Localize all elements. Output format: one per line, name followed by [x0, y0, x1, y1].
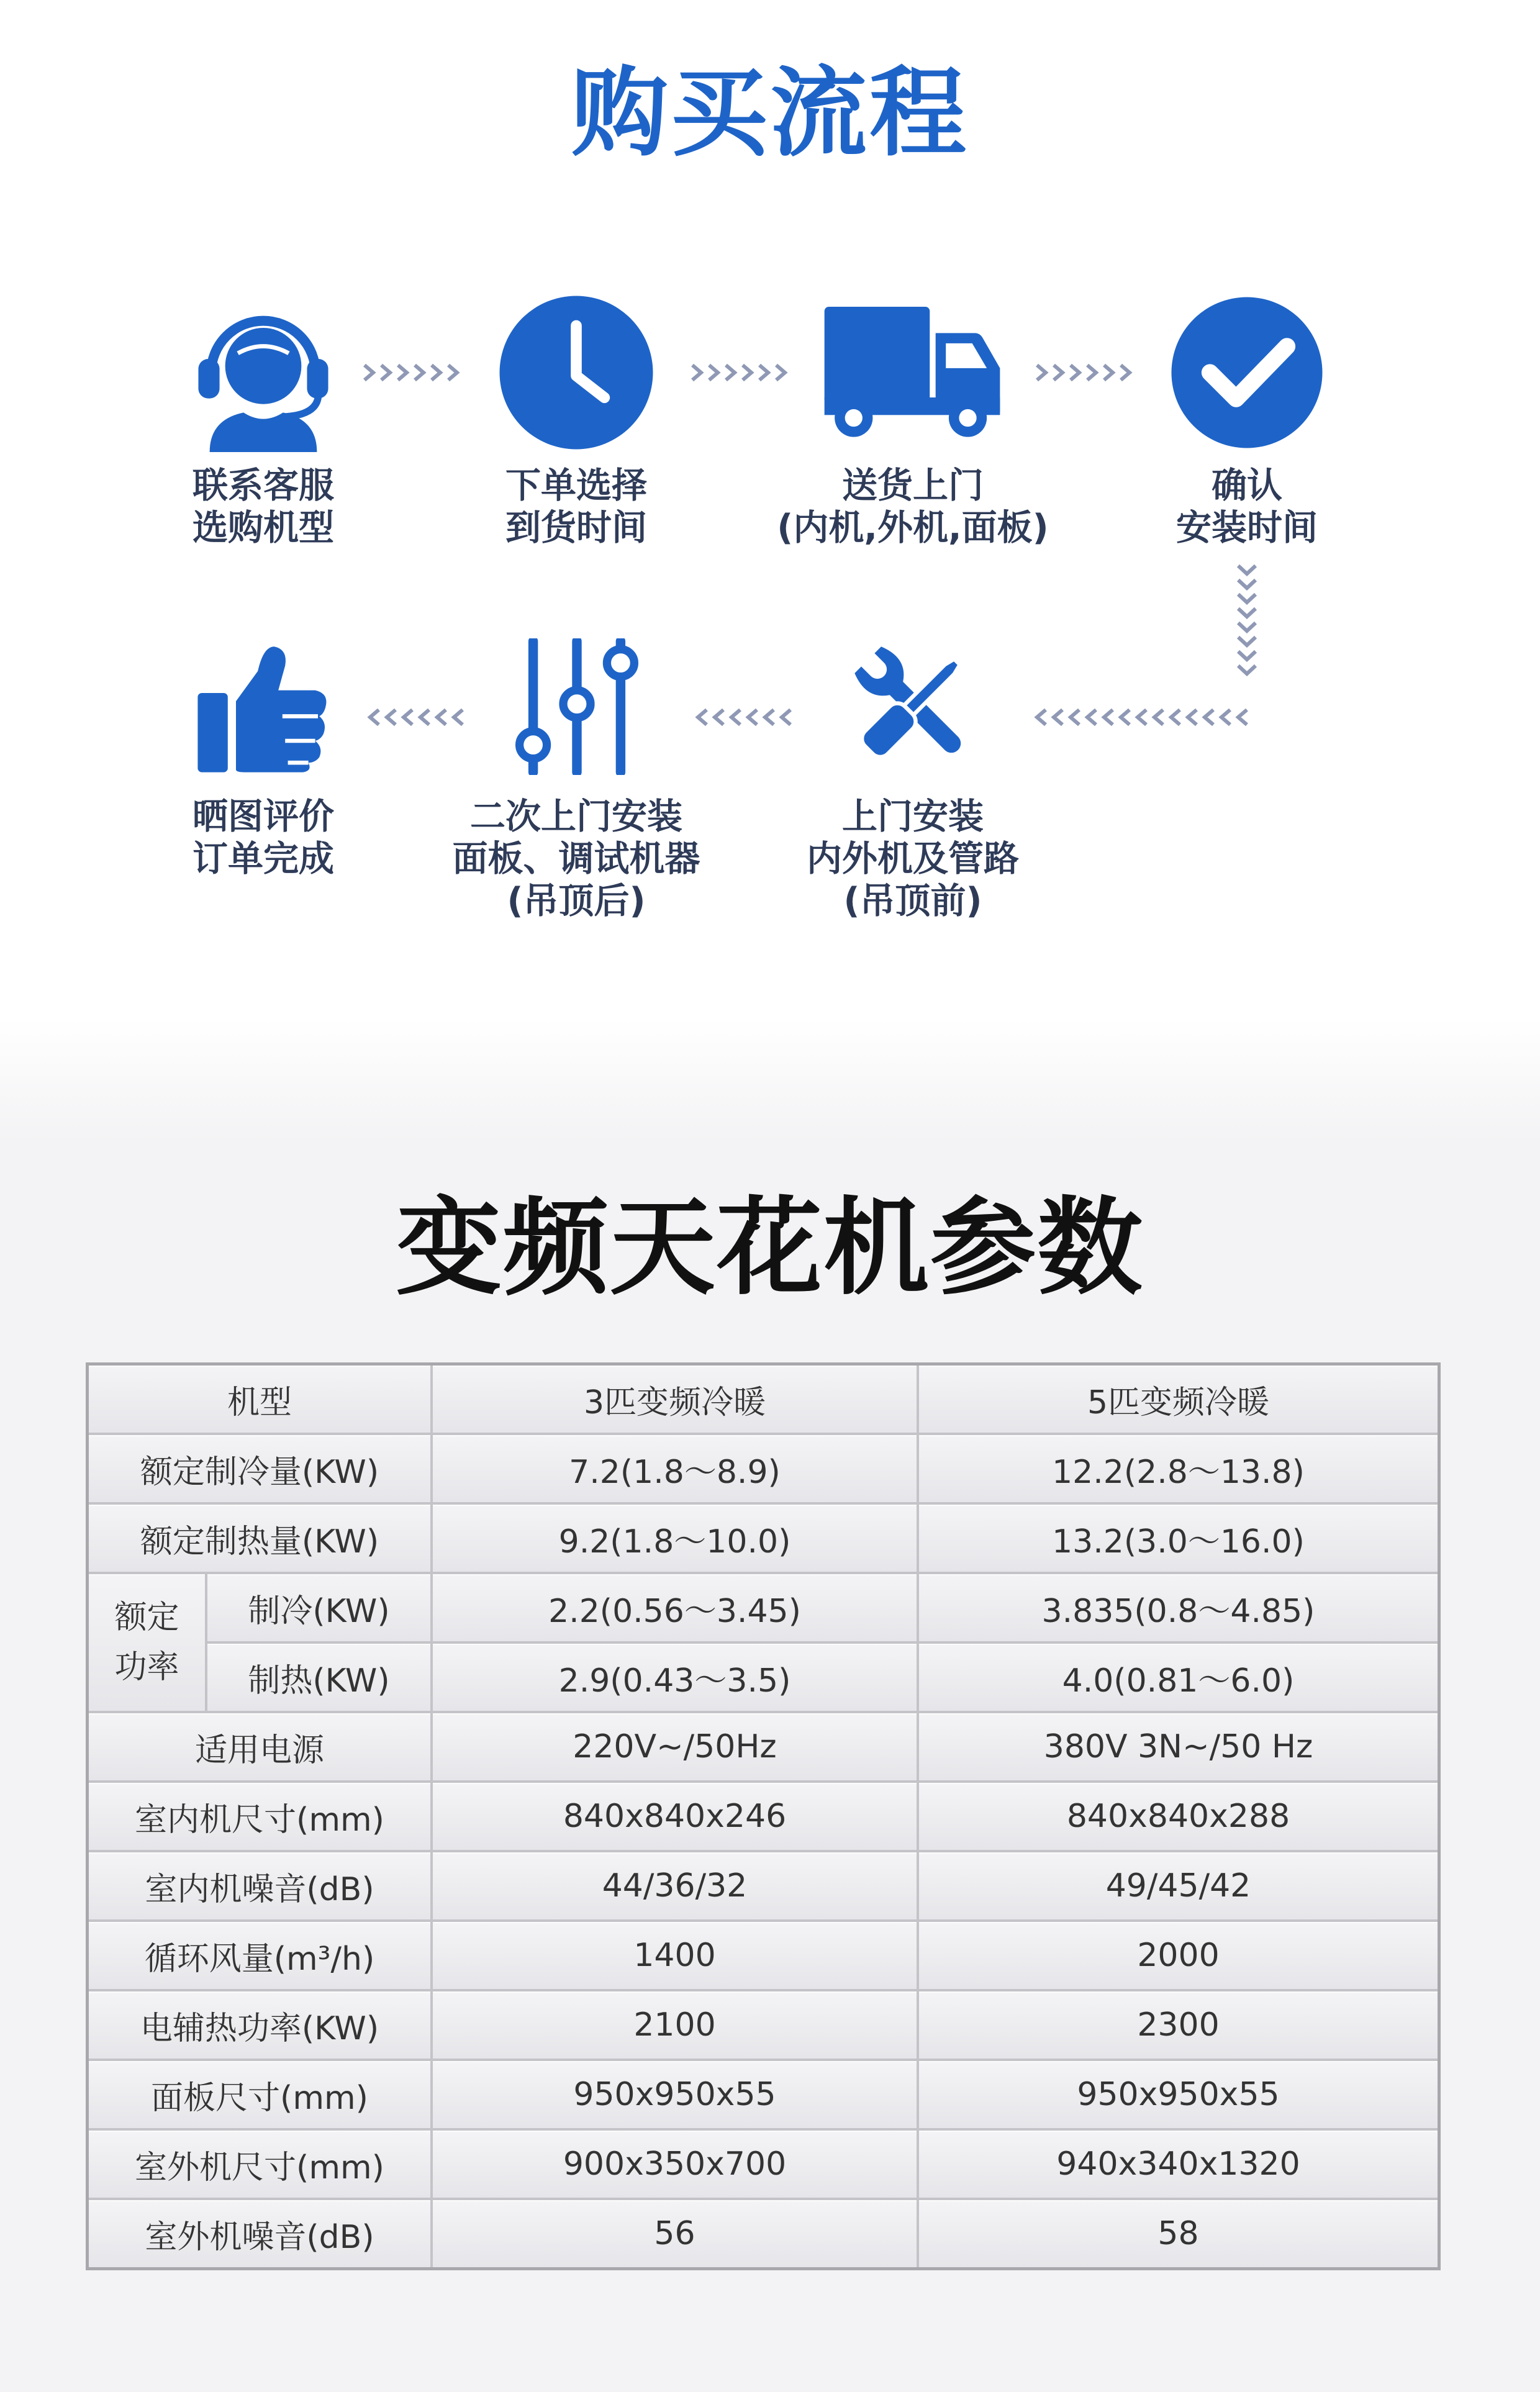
table-row-label: 电辅热功率(KW) [89, 1991, 430, 2059]
table-cell: 950x950x55 [919, 2061, 1438, 2128]
table-cell: 13.2(3.0～16.0) [919, 1505, 1438, 1572]
table-row-label: 额定制热量(KW) [89, 1505, 430, 1572]
chevron-arrow-right-icon [361, 362, 466, 383]
step-label-line: 晒图评价 [192, 796, 334, 837]
table-cell: 2300 [919, 1991, 1438, 2059]
table-header-cell: 3匹变频冷暖 [433, 1366, 917, 1433]
headset-person-icon [192, 297, 334, 452]
step-label-confirm-install-time [1048, 464, 1446, 549]
step-label-line: 订单完成 [192, 838, 334, 879]
table-group-label [89, 1574, 205, 1711]
table-cell: 2000 [919, 1922, 1438, 1989]
table-cell: 49/45/42 [919, 1852, 1438, 1919]
table-row-label: 适用电源 [89, 1713, 430, 1780]
step-label-line: (吊顶前) [843, 881, 982, 922]
step-label-line: 上门安装 [842, 796, 984, 837]
table-cell: 9.2(1.8～10.0) [433, 1505, 917, 1572]
table-row-label: 室内机尺寸(mm) [89, 1783, 430, 1850]
chevron-arrow-right-icon [1033, 362, 1139, 383]
wrench-screwdriver-icon [842, 638, 985, 772]
table-cell: 12.2(2.8～13.8) [919, 1435, 1438, 1502]
table-sub-row-label: 制热(KW) [207, 1644, 430, 1711]
chevron-arrow-right-icon [689, 362, 794, 383]
spec-table [86, 1362, 1441, 2270]
table-header-cell: 5匹变频冷暖 [919, 1366, 1438, 1433]
clock-icon [498, 294, 654, 451]
table-header-cell: 机型 [89, 1366, 430, 1433]
table-cell: 2.9(0.43～3.5) [433, 1644, 917, 1711]
step-label-line: 选购机型 [192, 507, 334, 548]
sliders-icon [507, 638, 647, 775]
table-cell: 840x840x288 [919, 1783, 1438, 1850]
step-label-line: 确认 [1212, 465, 1282, 506]
table-cell: 950x950x55 [433, 2061, 917, 2128]
table-cell: 220V~/50Hz [433, 1713, 917, 1780]
table-row-label: 循环风量(m³/h) [89, 1922, 430, 1989]
step-label-line: (吊顶后) [507, 881, 646, 922]
table-cell: 2100 [433, 1991, 917, 2059]
step-label-line: 联系客服 [192, 465, 334, 506]
chevron-arrow-left-icon [361, 707, 466, 728]
step-label-line: 送货上门 [842, 465, 984, 506]
step-label-line: (内机,外机,面板) [777, 507, 1049, 548]
step-label-line: 下单选择 [505, 465, 647, 506]
table-row-label: 室外机噪音(dB) [89, 2200, 430, 2267]
table-cell: 1400 [433, 1922, 917, 1989]
chevron-arrow-left-icon [1033, 707, 1263, 728]
step-label-line: 二次上门安装 [470, 796, 682, 837]
table-cell: 840x840x246 [433, 1783, 917, 1850]
table-cell: 940x340x1320 [919, 2131, 1438, 2198]
thumbs-up-icon [192, 638, 334, 775]
table-cell: 44/36/32 [433, 1852, 917, 1919]
step-label-review-complete [65, 795, 462, 880]
table-cell: 380V 3N~/50 Hz [919, 1713, 1438, 1780]
table-row-label: 室内机噪音(dB) [89, 1852, 430, 1919]
table-cell: 56 [433, 2200, 917, 2267]
table-sub-row-label: 制冷(KW) [207, 1574, 430, 1641]
chevron-arrow-left-icon [689, 707, 794, 728]
step-label-line: 内外机及管路 [807, 838, 1019, 879]
process-title: 购买流程 [571, 57, 969, 170]
table-cell: 4.0(0.81～6.0) [919, 1644, 1438, 1711]
table-row-label: 面板尺寸(mm) [89, 2061, 430, 2128]
table-cell: 7.2(1.8～8.9) [433, 1435, 917, 1502]
table-group-label-text: 额定功率 [114, 1599, 179, 1686]
step-label-line: 面板、调试机器 [452, 838, 700, 879]
table-cell: 900x350x700 [433, 2131, 917, 2198]
checkmark-circle-icon [1170, 296, 1324, 450]
truck-icon [823, 307, 1001, 438]
table-row-label: 室外机尺寸(mm) [89, 2131, 430, 2198]
table-cell: 2.2(0.56～3.45) [433, 1574, 917, 1641]
step-label-line: 安装时间 [1176, 507, 1318, 548]
table-row-label: 额定制冷量(KW) [89, 1435, 430, 1502]
specs-title: 变频天花机参数 [396, 1187, 1144, 1310]
step-label-line: 到货时间 [505, 507, 647, 548]
chevron-arrow-down-icon [1234, 562, 1259, 680]
table-cell: 58 [919, 2200, 1438, 2267]
table-cell: 3.835(0.8～4.85) [919, 1574, 1438, 1641]
